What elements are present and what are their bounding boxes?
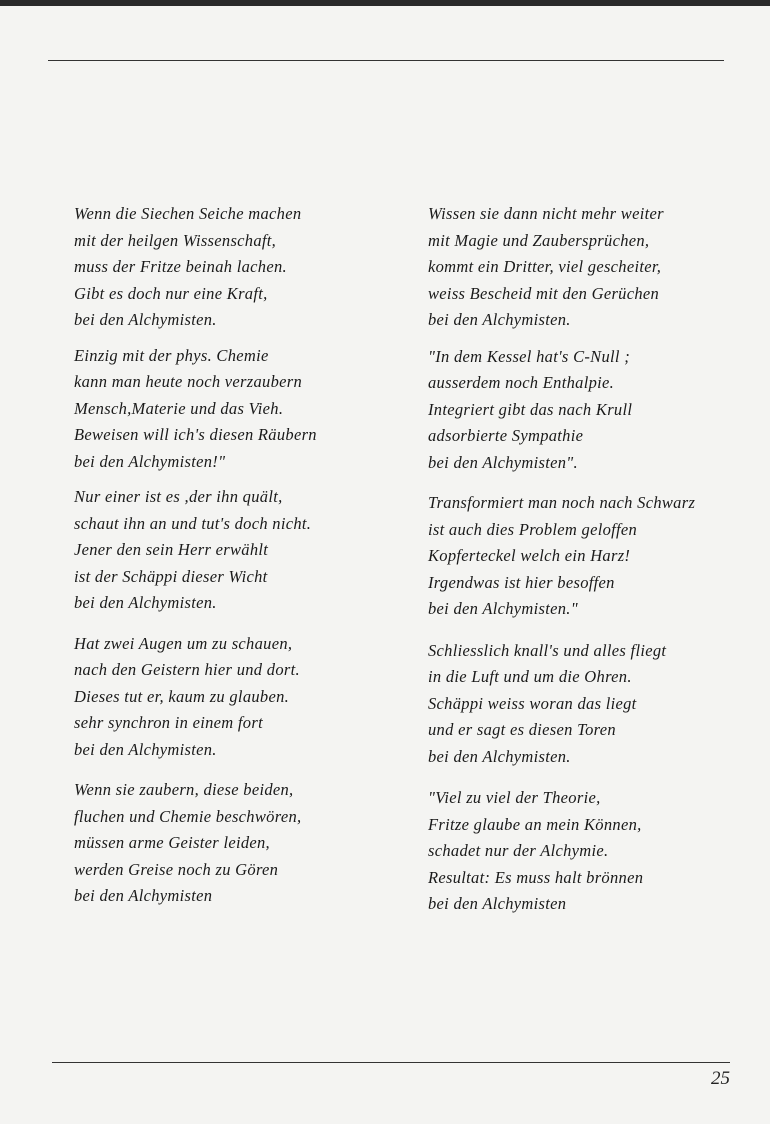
poem-line: kommt ein Dritter, viel gescheiter, xyxy=(428,257,662,276)
poem-line: Kopferteckel welch ein Harz! xyxy=(428,546,631,565)
poem-line: Jener den sein Herr erwählt xyxy=(74,540,269,559)
stanza xyxy=(428,785,738,918)
poem-line: Fritze glaube an mein Können, xyxy=(428,814,642,834)
poem-line: bei den Alchymisten. xyxy=(428,310,571,329)
stanza xyxy=(428,490,738,623)
stanza xyxy=(74,343,404,476)
stanza xyxy=(428,201,738,334)
stanza xyxy=(74,484,404,617)
poem-line: bei den Alchymisten xyxy=(74,886,213,905)
stanza xyxy=(74,201,404,334)
page-number: 25 xyxy=(711,1068,730,1089)
stanza xyxy=(74,631,404,764)
poem-line: ist der Schäppi dieser Wicht xyxy=(74,566,268,586)
poem-line: Wissen sie dann nicht mehr weiter xyxy=(428,204,664,223)
poem-line: Hat zwei Augen um zu schauen, xyxy=(74,633,293,653)
poem-line: "In dem Kessel hat's C-Null ; xyxy=(428,346,631,366)
poem-line: mit Magie und Zaubersprüchen, xyxy=(428,230,650,250)
poem-line: Irgendwas ist hier besoffen xyxy=(428,572,615,592)
poem-line: ist auch dies Problem geloffen xyxy=(428,519,638,539)
poem-line: Resultat: Es muss halt brönnen xyxy=(428,867,644,887)
poem-line: bei den Alchymisten." xyxy=(428,599,578,618)
poem-line: mit der heilgen Wissenschaft, xyxy=(74,230,277,250)
poem-line: "Viel zu viel der Theorie, xyxy=(428,788,601,807)
poem-line: bei den Alchymisten. xyxy=(428,746,571,766)
stanza xyxy=(74,777,404,910)
poem-line: müssen arme Geister leiden, xyxy=(74,833,270,852)
poem-line: bei den Alchymisten. xyxy=(74,739,217,759)
poem-line: Transformiert man noch nach Schwarz xyxy=(428,493,696,512)
poem-line: Gibt es doch nur eine Kraft, xyxy=(74,283,268,303)
poem-line: werden Greise noch zu Gören xyxy=(74,859,279,879)
poem-column-right xyxy=(428,201,738,918)
poem-line: Einzig mit der phys. Chemie xyxy=(74,345,269,365)
poem-line: adsorbierte Sympathie xyxy=(428,426,584,445)
top-rule xyxy=(48,60,724,61)
poem-column-left xyxy=(74,201,404,910)
poem-line: schadet nur der Alchymie. xyxy=(428,841,609,860)
poem-line: in die Luft und um die Ohren. xyxy=(428,667,632,686)
poem-line: kann man heute noch verzaubern xyxy=(74,372,303,391)
poem-line: bei den Alchymisten!" xyxy=(74,451,226,471)
poem-line: Schäppi weiss woran das liegt xyxy=(428,693,637,713)
poem-line: bei den Alchymisten. xyxy=(74,310,217,329)
poem-line: bei den Alchymisten. xyxy=(74,593,217,612)
poem-line: muss der Fritze beinah lachen. xyxy=(74,257,287,276)
poem-line: Schliesslich knall's und alles fliegt xyxy=(428,640,667,660)
stanza xyxy=(428,638,738,771)
poem-line: und er sagt es diesen Toren xyxy=(428,720,616,739)
poem-line: schaut ihn an und tut's doch nicht. xyxy=(74,513,312,533)
poem-line: Wenn sie zaubern, diese beiden, xyxy=(74,780,294,799)
page-top-edge xyxy=(0,0,770,6)
stanza xyxy=(428,344,738,477)
poem-line: Dieses tut er, kaum zu glauben. xyxy=(74,686,290,706)
poem-line: Integriert gibt das nach Krull xyxy=(428,399,633,419)
poem-line: bei den Alchymisten xyxy=(428,894,567,913)
poem-line: Nur einer ist es ,der ihn quält, xyxy=(74,487,283,506)
poem-line: weiss Bescheid mit den Gerüchen xyxy=(428,283,660,303)
poem-line: nach den Geistern hier und dort. xyxy=(74,660,300,679)
poem-line: Mensch,Materie und das Vieh. xyxy=(74,398,284,418)
poem-line: sehr synchron in einem fort xyxy=(74,713,263,732)
poem-line: Wenn die Siechen Seiche machen xyxy=(74,204,302,223)
poem-line: bei den Alchymisten". xyxy=(428,452,578,472)
bottom-rule xyxy=(52,1062,730,1063)
poem-line: fluchen und Chemie beschwören, xyxy=(74,806,302,826)
poem-line: ausserdem noch Enthalpie. xyxy=(428,373,615,392)
poem-line: Beweisen will ich's diesen Räubern xyxy=(74,425,317,444)
